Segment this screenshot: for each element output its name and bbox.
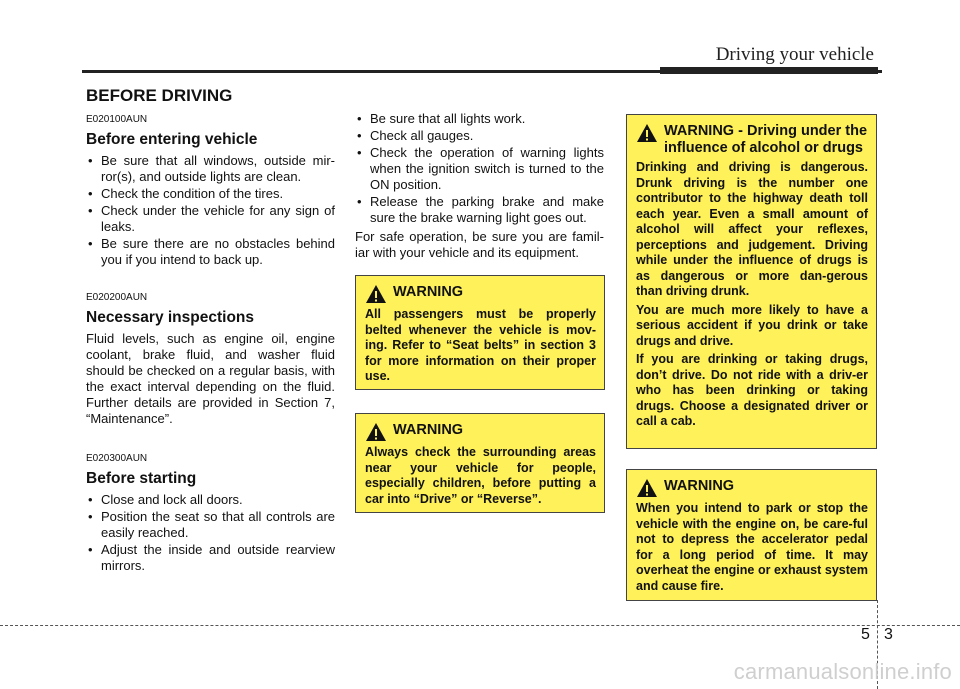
list-item: • Be sure that all windows, outside mir-ror(s), and outside lights are clean. <box>86 153 335 185</box>
warning-triangle-icon <box>636 123 658 143</box>
warning-box-surrounding <box>355 413 605 513</box>
watermark: carmanualsonline.info <box>733 659 952 684</box>
warning-triangle-icon <box>365 284 387 304</box>
warning-text: When you intend to park or stop the vehicle with the engine on, be care-ful not to depress the accelerator pedal for a long period of time. It may overheat the engine or exhaust system and cause fire. <box>636 501 868 593</box>
warning-title: WARNING <box>664 478 735 494</box>
warning-title: WARNING <box>393 284 464 300</box>
list-item: • Close and lock all doors. <box>86 492 335 508</box>
warning-box-seat-belts <box>355 275 605 390</box>
warning-title-label: WARNING <box>664 123 735 139</box>
bullet-list <box>86 492 335 574</box>
warning-triangle-icon <box>636 478 658 498</box>
list-item: • Check all gauges. <box>355 128 604 144</box>
section-title: BEFORE DRIVING <box>86 86 233 105</box>
warning-text: Always check the surrounding areas near your vehicle for people, especially children, before putting a car into “Drive” or “Reverse”. <box>365 445 596 506</box>
warning-box-engine <box>626 469 877 601</box>
header-rule-accent <box>660 67 878 74</box>
middle-column <box>355 111 604 261</box>
warning-triangle-icon <box>365 422 387 442</box>
section-code: E020100AUN <box>86 114 148 125</box>
warning-title-suffix: - Driving under the influence of alcohol or drugs <box>664 123 868 156</box>
subsection-heading: Before entering vehicle <box>86 131 258 148</box>
warning-text: Drinking and driving is dangerous. Drunk driving is the number one contributor to the highway death toll each year. Even a small amount of alcohol will affect your reflexes, perceptions and judgement. Driving while under the influence of drugs is as dangerous or more dan-gerous than driving drunk. <box>636 160 868 298</box>
warning-title <box>664 123 868 157</box>
list-item: • Check the condition of the tires. <box>86 186 335 202</box>
warning-text: If you are drinking or taking drugs, don’t drive. Do not ride with a driv-er who has been drinking or taking drugs. Choose a designated driver or call a cab. <box>636 352 868 428</box>
section-code: E020300AUN <box>86 453 148 464</box>
list-item: • Adjust the inside and outside rearview mirrors. <box>86 542 335 574</box>
warning-box-alcohol <box>626 114 877 449</box>
warning-title: WARNING <box>393 422 464 438</box>
list-item: • Position the seat so that all controls are easily reached. <box>86 509 335 541</box>
section-code: E020200AUN <box>86 292 148 303</box>
subsection-heading: Before starting <box>86 470 197 487</box>
chapter-number: 5 <box>861 626 870 643</box>
list-item: • Be sure there are no obstacles behind you if you intend to back up. <box>86 236 335 268</box>
footer-divider <box>0 625 960 626</box>
running-header-title: Driving your vehicle <box>715 44 874 65</box>
list-item: • Check under the vehicle for any sign of leaks. <box>86 203 335 235</box>
list-item: • Be sure that all lights work. <box>355 111 604 127</box>
warning-text: You are much more likely to have a serious accident if you drink or take drugs and drive. <box>636 302 868 348</box>
paragraph: Fluid levels, such as engine oil, engine coolant, brake fluid, and washer fluid should be checked on a regular basis, with the exact interval depending on the fluid. Further details are provided in Section 7, “Maintenance”. <box>86 331 335 426</box>
list-item: • Check the operation of warning lights when the ignition switch is turned to the ON position. <box>355 145 604 193</box>
list-item: • Release the parking brake and make sure the brake warning light goes out. <box>355 194 604 226</box>
page-number: 3 <box>884 626 893 643</box>
warning-text: All passengers must be properly belted whenever the vehicle is mov-ing. Refer to “Seat belts” in section 3 for more information on their proper use. <box>365 307 596 383</box>
subsection-heading: Necessary inspections <box>86 309 255 326</box>
bullet-list <box>86 153 335 268</box>
bullet-list <box>355 111 604 226</box>
left-column <box>86 112 335 575</box>
paragraph: For safe operation, be sure you are famil-iar with your vehicle and its equipment. <box>355 229 604 260</box>
